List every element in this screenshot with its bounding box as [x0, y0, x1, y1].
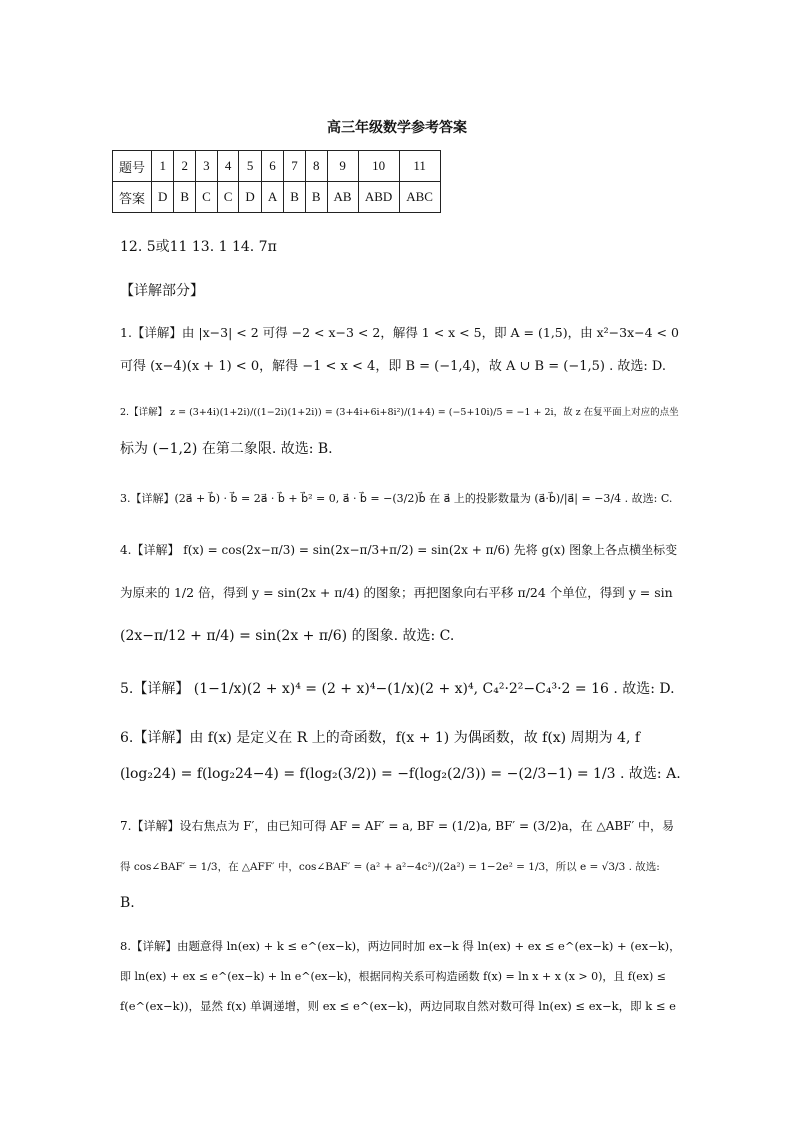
table-cell: ABD [358, 182, 399, 213]
table-cell: A [261, 182, 283, 213]
table-row-answers [113, 182, 441, 213]
table-cell: B [174, 182, 196, 213]
solution-line: 得 cos∠BAF′ = 1/3，在 △AFF′ 中，cos∠BAF′ = (a² + a²−4c²)/(2a²) = 1−2e² = 1/3，所以 e = √3/3 . 故选: [120, 861, 660, 873]
table-cell: 1 [152, 151, 174, 182]
table-cell: 7 [284, 151, 306, 182]
table-cell: B [305, 182, 327, 213]
fill-blank-answers: 12. 5或11 13. 1 14. 7π [120, 239, 277, 255]
solution-line: 1.【详解】由 |x−3| < 2 可得 −2 < x−3 < 2，解得 1 < x < 5，即 A = (1,5)，由 x²−3x−4 < 0 [120, 325, 679, 340]
table-cell: 10 [358, 151, 399, 182]
table-cell: 11 [399, 151, 440, 182]
solution-line: 7.【详解】设右焦点为 F′，由已知可得 AF = AF′ = a, BF = (1/2)a, BF′ = (3/2)a，在 △ABF′ 中，易 [120, 819, 675, 833]
solution-line: f(e^(ex−k))，显然 f(x) 单调递增，则 ex ≤ e^(ex−k)，两边同取自然对数可得 ln(ex) ≤ ex−k，即 k ≤ e [120, 999, 676, 1013]
table-cell: ABC [399, 182, 440, 213]
table-cell: 6 [261, 151, 283, 182]
table-cell: C [196, 182, 218, 213]
answer-table [112, 150, 441, 213]
solution-line: 4.【详解】 f(x) = cos(2x−π/3) = sin(2x−π/3+π/2) = sin(2x + π/6) 先将 g(x) 图象上各点横坐标变 [120, 543, 678, 557]
table-cell: 2 [174, 151, 196, 182]
solution-line: 可得 (x−4)(x + 1) < 0，解得 −1 < x < 4，即 B = (−1,4)，故 A ∪ B = (−1,5) . 故选: D. [120, 359, 666, 374]
solution-line: 8.【详解】由题意得 ln(ex) + k ≤ e^(ex−k)，两边同时加 ex−k 得 ln(ex) + ex ≤ e^(ex−k) + (ex−k)， [120, 939, 681, 953]
solution-line: 6.【详解】由 f(x) 是定义在 R 上的奇函数，f(x + 1) 为偶函数，故 f(x) 周期为 4, f [120, 730, 641, 746]
solution-line: B. [120, 895, 135, 911]
row-label-number: 题号 [113, 151, 152, 182]
table-cell: 8 [305, 151, 327, 182]
solution-line: 3.【详解】(2a⃗ + b⃗) · b⃗ = 2a⃗ · b⃗ + b⃗² = 0, a⃗ · b⃗ = −(3/2)b⃗ 在 a⃗ 上的投影数量为 (a⃗·b⃗)/|a⃗| = −3/4 . 故选: C. [120, 492, 673, 505]
table-cell: C [217, 182, 239, 213]
table-cell: 9 [327, 151, 358, 182]
solution-line: (2x−π/12 + π/4) = sin(2x + π/6) 的图象. 故选: C. [120, 628, 455, 644]
solution-line: 标为 (−1,2) 在第二象限. 故选: B. [120, 441, 333, 457]
table-cell: B [284, 182, 306, 213]
solution-line: 即 ln(ex) + ex ≤ e^(ex−k) + ln e^(ex−k)，根据同构关系可构造函数 f(x) = ln x + x (x > 0)，且 f(ex) ≤ [120, 970, 666, 983]
solution-line: 2.【详解】 z = (3+4i)(1+2i)/((1−2i)(1+2i)) = (3+4i+6i+8i²)/(1+4) = (−5+10i)/5 = −1 + 2i，故 z 在复平面上对应的点坐 [120, 407, 679, 418]
solution-line: (log₂24) = f(log₂24−4) = f(log₂(3/2)) = −f(log₂(2/3)) = −(2/3−1) = 1/3 . 故选: A. [120, 766, 681, 782]
table-cell: 5 [239, 151, 261, 182]
solution-line: 为原来的 1/2 倍，得到 y = sin(2x + π/4) 的图象；再把图象向右平移 π/24 个单位，得到 y = sin [120, 585, 673, 600]
table-cell: D [152, 182, 174, 213]
row-label-answer: 答案 [113, 182, 152, 213]
table-cell: 4 [217, 151, 239, 182]
table-row-numbers [113, 151, 441, 182]
solution-line: 5.【详解】 (1−1/x)(2 + x)⁴ = (2 + x)⁴−(1/x)(2 + x)⁴, C₄²·2²−C₄³·2 = 16 . 故选: D. [120, 681, 675, 697]
table-cell: D [239, 182, 261, 213]
table-cell: 3 [196, 151, 218, 182]
section-heading: 【详解部分】 [120, 283, 204, 299]
page-title: 高三年级数学参考答案 [327, 120, 467, 136]
table-cell: AB [327, 182, 358, 213]
